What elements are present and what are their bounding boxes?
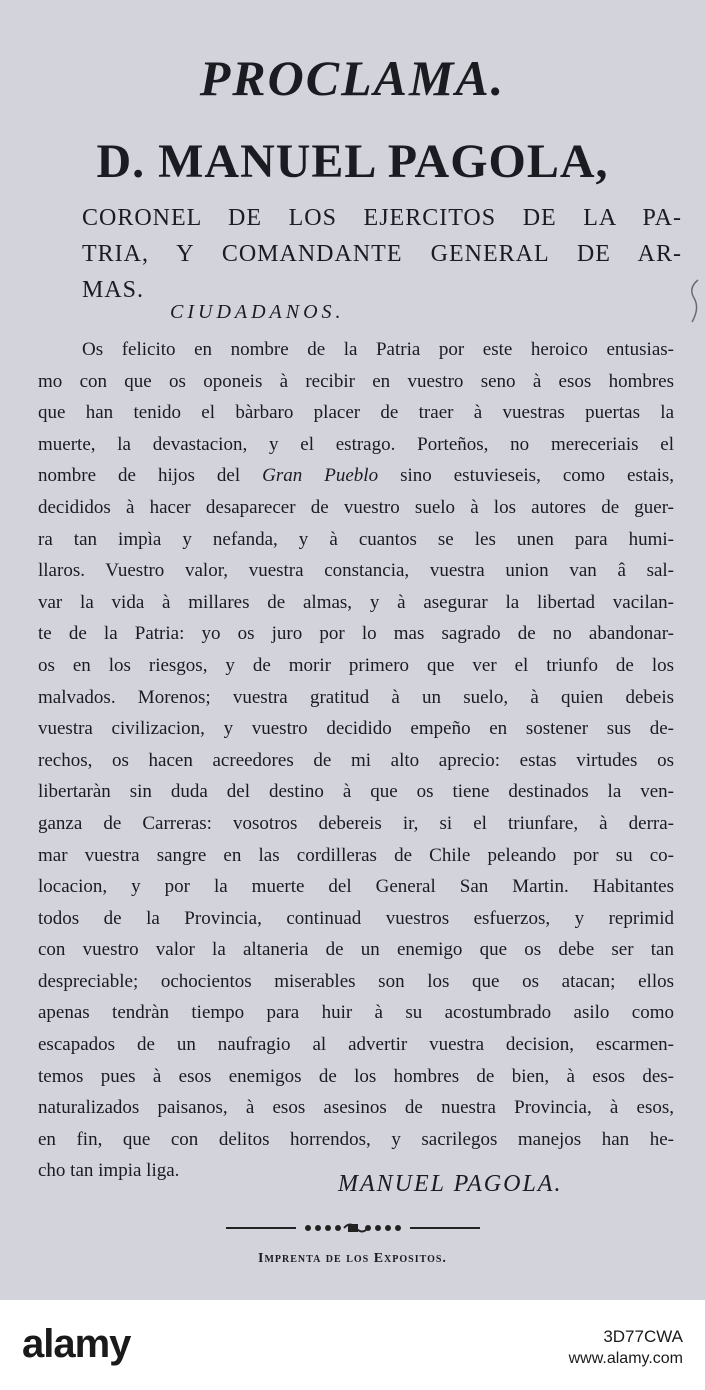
rank-line: MAS. (82, 277, 145, 303)
rank-block (82, 200, 682, 308)
body-line: Os felicito en nombre de la Patria por este heroico entusias- (82, 339, 674, 360)
margin-mark (684, 272, 704, 332)
stock-image-info (569, 1326, 683, 1370)
body-line: todos de la Provincia, continuad vuestros esfuerzos, y reprimid (38, 907, 674, 929)
body-line: decididos à hacer desaparecer de vuestro suelo à los autores de guer- (38, 496, 674, 518)
body-line: ganza de Carreras: vosotros debereis ir, si el triunfare, à derra- (38, 812, 674, 834)
body-line: en fin, que con delitos horrendos, y sacrilegos manejos han he- (38, 1128, 674, 1150)
body-line: naturalizados paisanos, à esos asesinos de nuestra Provincia, à esos, (38, 1097, 674, 1119)
body-line: te de la Patria: yo os juro por lo mas sagrado de no abandonar- (38, 623, 674, 645)
body-line: cho tan impia liga. (38, 1160, 180, 1182)
signature: MANUEL PAGOLA. (338, 1171, 563, 1197)
body-line: llaros. Vuestro valor, vuestra constancia, vuestra union van â sal- (38, 560, 674, 582)
body-line: var la vida à millares de almas, y à asegurar la libertad vacilan- (38, 591, 674, 613)
body-line: mo con que os oponeis à recibir en vuestro seno à esos hombres (38, 370, 674, 392)
body-line: vuestra civilizacion, y vuestro decidido empeño en sostener sus de- (38, 718, 674, 740)
body-line: ra tan impìa y nefanda, y à cuantos se les unen para humi- (38, 528, 674, 550)
image-id: 3D77CWA (603, 1327, 683, 1346)
body-line: rechos, os hacen acreedores de mi alto aprecio: estas virtudes os (38, 749, 674, 771)
body-line: os en los riesgos, y de morir primero que ver el triunfo de los (38, 654, 674, 676)
body-line: mar vuestra sangre en las cordilleras de Chile peleando por su co- (38, 844, 674, 866)
body-line: libertaràn sin duda del destino à que os tiene destinados la ven- (38, 781, 674, 803)
emphasis-text: Gran Pueblo (262, 465, 379, 487)
body-line: temos pues à esos enemigos de los hombres de bien, à esos des- (38, 1065, 674, 1087)
alamy-logo: alamy (22, 1322, 131, 1366)
body-line: despreciable; ochocientos miserables son los que os atacan; ellos (38, 970, 674, 992)
rank-line: TRIA, Y COMANDANTE GENERAL DE AR- (82, 241, 682, 267)
printer-ornament-icon (226, 1220, 480, 1236)
body-line: locacion, y por la muerte del General San Martin. Habitantes (38, 876, 674, 898)
body-line: que han tenido el bàrbaro placer de traer à vuestras puertas la (38, 402, 674, 424)
body-line: apenas tendràn tiempo para huir à su acostumbrado asilo como (38, 1002, 674, 1024)
body-line: escapados de un naufragio al advertir vuestra decision, escarmen- (38, 1034, 674, 1056)
salutation: CIUDADANOS. (170, 301, 345, 323)
body-line: nombre de hijos del Gran Pueblo sino estuvieseis, como estais, (38, 465, 674, 487)
body-line: muerte, la devastacion, y el estrago. Porteños, no mereceriais el (38, 433, 674, 455)
printer-imprint: Imprenta de los Expositos. (258, 1251, 447, 1266)
rank-line: CORONEL DE LOS EJERCITOS DE LA PA- (82, 205, 682, 231)
body-line: con vuestro valor la altaneria de un enemigo que os debe ser tan (38, 939, 674, 961)
site-url: www.alamy.com (568, 1350, 683, 1367)
proclamation-body (38, 334, 674, 1187)
document-title: PROCLAMA. (199, 50, 506, 106)
author-heading: D. MANUEL PAGOLA, (96, 135, 609, 188)
body-line: malvados. Morenos; vuestra gratitud à un suelo, à quien debeis (38, 686, 674, 708)
